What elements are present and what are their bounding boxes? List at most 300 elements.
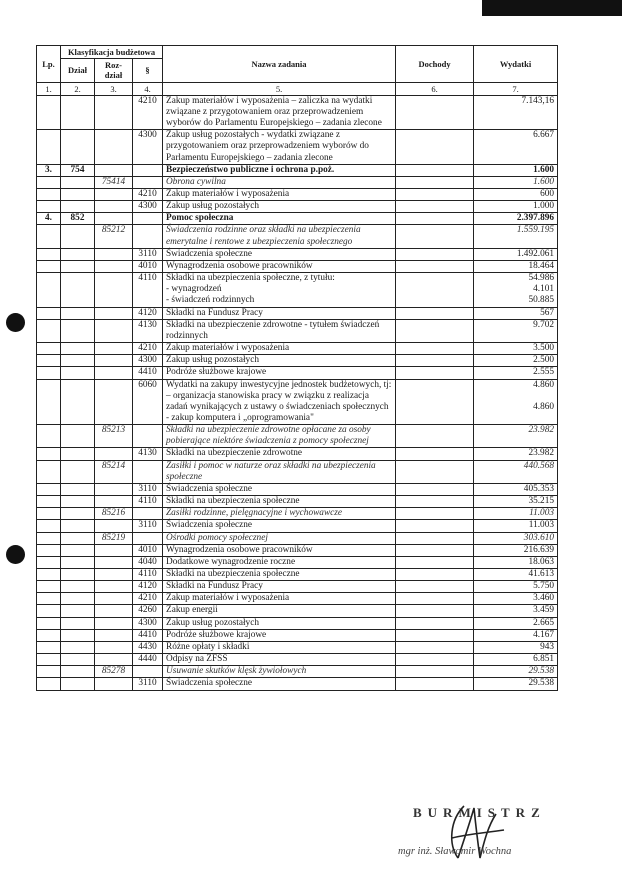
cell-dzial: 754: [61, 164, 95, 176]
column-number: 1.: [37, 82, 61, 95]
table-row: [37, 654, 558, 666]
table-body: [37, 95, 558, 690]
table-row: [37, 273, 558, 307]
cell-nazwa: Świadczenia społeczne: [163, 678, 396, 690]
cell-rozdzial: [95, 520, 133, 532]
cell-paragraf: 3110: [133, 483, 163, 495]
cell-dochody: [396, 629, 474, 641]
cell-nazwa: Podróże służbowe krajowe: [163, 629, 396, 641]
cell-wydatki: 7.143,16: [474, 95, 558, 129]
cell-paragraf: [133, 508, 163, 520]
cell-dzial: [61, 189, 95, 201]
cell-dochody: [396, 532, 474, 544]
cell-dochody: [396, 520, 474, 532]
cell-wydatki: 216.639: [474, 544, 558, 556]
cell-lp: [37, 593, 61, 605]
cell-dzial: [61, 260, 95, 272]
cell-rozdzial: 85213: [95, 425, 133, 448]
cell-paragraf: 4010: [133, 544, 163, 556]
cell-paragraf: 3110: [133, 678, 163, 690]
cell-paragraf: [133, 425, 163, 448]
header-nazwa: Nazwa zadania: [163, 46, 396, 83]
cell-nazwa: Wydatki na zakupy inwestycyjne jednostek budżetowych, tj: – organizacja stanowiska pracy w związku z realizacja zadań wynikających z ustawy o świadczeniach społecznych - zakup komputera i „oprogramowania": [163, 379, 396, 425]
cell-nazwa: Zakup materiałów i wyposażenia – zaliczka na wydatki związane z przygotowaniem oraz przeprowadzeniem wyborów do Parlamentu Europejskiego – zadania zlecone: [163, 95, 396, 129]
cell-rozdzial: 85216: [95, 508, 133, 520]
cell-paragraf: 4410: [133, 367, 163, 379]
cell-rozdzial: [95, 569, 133, 581]
column-number: 4.: [133, 82, 163, 95]
cell-lp: [37, 425, 61, 448]
cell-paragraf: [133, 176, 163, 188]
cell-rozdzial: [95, 483, 133, 495]
cell-dzial: 852: [61, 213, 95, 225]
cell-nazwa: Świadczenia społeczne: [163, 248, 396, 260]
cell-nazwa: Pomoc społeczna: [163, 213, 396, 225]
cell-dochody: [396, 556, 474, 568]
cell-lp: [37, 629, 61, 641]
cell-dzial: [61, 581, 95, 593]
table-row: [37, 508, 558, 520]
cell-dochody: [396, 605, 474, 617]
cell-wydatki: 6.851: [474, 654, 558, 666]
cell-rozdzial: [95, 248, 133, 260]
cell-wydatki: 1.000: [474, 201, 558, 213]
cell-lp: [37, 569, 61, 581]
cell-wydatki: 29.538: [474, 666, 558, 678]
cell-nazwa: Zakup usług pozostałych - wydatki związane z przygotowaniem oraz przeprowadzeniem wyborów do Parlamentu Europejskiego – zadania zlecone: [163, 130, 396, 164]
cell-paragraf: [133, 164, 163, 176]
cell-lp: [37, 319, 61, 342]
cell-rozdzial: [95, 605, 133, 617]
table-row: [37, 460, 558, 483]
cell-dzial: [61, 654, 95, 666]
cell-dochody: [396, 654, 474, 666]
cell-rozdzial: [95, 581, 133, 593]
cell-dzial: [61, 95, 95, 129]
table-row: [37, 520, 558, 532]
cell-dochody: [396, 425, 474, 448]
cell-rozdzial: [95, 260, 133, 272]
column-number: 3.: [95, 82, 133, 95]
table-row: [37, 617, 558, 629]
cell-dochody: [396, 641, 474, 653]
cell-wydatki: 405.353: [474, 483, 558, 495]
cell-rozdzial: [95, 617, 133, 629]
cell-nazwa: Bezpieczeństwo publiczne i ochrona p.poż.: [163, 164, 396, 176]
cell-paragraf: [133, 225, 163, 248]
cell-paragraf: 4120: [133, 581, 163, 593]
cell-paragraf: 4300: [133, 355, 163, 367]
column-number: 2.: [61, 82, 95, 95]
cell-lp: [37, 496, 61, 508]
table-row: [37, 367, 558, 379]
cell-paragraf: 4300: [133, 130, 163, 164]
table-row: [37, 532, 558, 544]
cell-rozdzial: 85219: [95, 532, 133, 544]
table-row: [37, 189, 558, 201]
cell-paragraf: 6060: [133, 379, 163, 425]
cell-wydatki: 2.500: [474, 355, 558, 367]
cell-dzial: [61, 176, 95, 188]
table-row: [37, 629, 558, 641]
cell-lp: [37, 508, 61, 520]
header-klasyfikacja: Klasyfikacja budżetowa: [61, 46, 163, 59]
cell-dzial: [61, 617, 95, 629]
cell-rozdzial: [95, 544, 133, 556]
cell-paragraf: 4260: [133, 605, 163, 617]
cell-nazwa: Świadczenia społeczne: [163, 520, 396, 532]
cell-dochody: [396, 343, 474, 355]
cell-lp: [37, 176, 61, 188]
header-rozdzial: Roz-dział: [95, 59, 133, 82]
cell-dzial: [61, 641, 95, 653]
cell-dochody: [396, 189, 474, 201]
cell-rozdzial: [95, 641, 133, 653]
cell-dzial: [61, 367, 95, 379]
cell-rozdzial: [95, 496, 133, 508]
table-row: [37, 248, 558, 260]
cell-lp: [37, 520, 61, 532]
cell-dochody: [396, 213, 474, 225]
cell-dzial: [61, 425, 95, 448]
cell-rozdzial: [95, 448, 133, 460]
cell-dochody: [396, 248, 474, 260]
cell-lp: [37, 273, 61, 307]
table-row: [37, 556, 558, 568]
cell-lp: [37, 617, 61, 629]
cell-rozdzial: [95, 593, 133, 605]
cell-dochody: [396, 569, 474, 581]
cell-wydatki: 2.555: [474, 367, 558, 379]
cell-wydatki: 29.538: [474, 678, 558, 690]
cell-nazwa: Dodatkowe wynagrodzenie roczne: [163, 556, 396, 568]
cell-paragraf: [133, 460, 163, 483]
cell-dochody: [396, 448, 474, 460]
header-dzial: Dział: [61, 59, 95, 82]
table-row: [37, 307, 558, 319]
header-lp: Lp.: [37, 46, 61, 83]
cell-rozdzial: [95, 95, 133, 129]
cell-wydatki: 2.397.896: [474, 213, 558, 225]
cell-dochody: [396, 460, 474, 483]
cell-dzial: [61, 379, 95, 425]
table-row: [37, 343, 558, 355]
table-row: [37, 355, 558, 367]
cell-lp: [37, 532, 61, 544]
cell-rozdzial: [95, 556, 133, 568]
cell-nazwa: Usuwanie skutków klęsk żywiołowych: [163, 666, 396, 678]
table-row: [37, 225, 558, 248]
cell-lp: [37, 379, 61, 425]
cell-dochody: [396, 95, 474, 129]
cell-dochody: [396, 176, 474, 188]
cell-dochody: [396, 544, 474, 556]
cell-dochody: [396, 379, 474, 425]
cell-dzial: [61, 556, 95, 568]
cell-rozdzial: 75414: [95, 176, 133, 188]
cell-nazwa: Odpisy na ZFSS: [163, 654, 396, 666]
column-number: 7.: [474, 82, 558, 95]
cell-nazwa: Składki na ubezpieczenia społeczne, z tytułu: - wynagrodzeń - świadczeń rodzinnych: [163, 273, 396, 307]
cell-dzial: [61, 678, 95, 690]
cell-wydatki: 6.667: [474, 130, 558, 164]
cell-wydatki: 943: [474, 641, 558, 653]
cell-nazwa: Składki na ubezpieczenie zdrowotne opłacane za osoby pobierające niektóre świadczenia z pomocy społecznej: [163, 425, 396, 448]
cell-dzial: [61, 520, 95, 532]
table-row: [37, 213, 558, 225]
table-row: [37, 593, 558, 605]
header-paragraf: §: [133, 59, 163, 82]
cell-rozdzial: [95, 273, 133, 307]
cell-dzial: [61, 307, 95, 319]
cell-nazwa: Różne opłaty i składki: [163, 641, 396, 653]
cell-dzial: [61, 666, 95, 678]
cell-wydatki: 23.982: [474, 448, 558, 460]
cell-nazwa: Zakup usług pozostałych: [163, 355, 396, 367]
scan-edge-mark: [592, 10, 622, 16]
cell-lp: [37, 544, 61, 556]
cell-lp: [37, 225, 61, 248]
cell-lp: [37, 483, 61, 495]
cell-wydatki: 600: [474, 189, 558, 201]
cell-wydatki: 18.464: [474, 260, 558, 272]
cell-rozdzial: [95, 319, 133, 342]
table-row: [37, 164, 558, 176]
cell-paragraf: 4040: [133, 556, 163, 568]
cell-dzial: [61, 273, 95, 307]
cell-dochody: [396, 201, 474, 213]
cell-paragraf: 4110: [133, 273, 163, 307]
cell-nazwa: Wynagrodzenia osobowe pracowników: [163, 544, 396, 556]
column-number: 6.: [396, 82, 474, 95]
cell-lp: [37, 130, 61, 164]
signature-title: BURMISTRZ: [413, 805, 546, 820]
cell-dochody: [396, 307, 474, 319]
table-row: [37, 569, 558, 581]
cell-rozdzial: [95, 130, 133, 164]
cell-dzial: [61, 448, 95, 460]
cell-lp: [37, 666, 61, 678]
table-row: [37, 666, 558, 678]
cell-wydatki: 3.500: [474, 343, 558, 355]
cell-nazwa: Zakup materiałów i wyposażenia: [163, 189, 396, 201]
cell-nazwa: Obrona cywilna: [163, 176, 396, 188]
cell-nazwa: Składki na Fundusz Pracy: [163, 307, 396, 319]
cell-paragraf: 4410: [133, 629, 163, 641]
table-row: [37, 95, 558, 129]
cell-dzial: [61, 343, 95, 355]
cell-lp: [37, 641, 61, 653]
cell-dochody: [396, 130, 474, 164]
cell-paragraf: 4130: [133, 319, 163, 342]
cell-paragraf: 3110: [133, 248, 163, 260]
cell-paragraf: 4130: [133, 448, 163, 460]
cell-nazwa: Zakup materiałów i wyposażenia: [163, 593, 396, 605]
cell-dochody: [396, 508, 474, 520]
cell-paragraf: [133, 532, 163, 544]
cell-paragraf: 4110: [133, 569, 163, 581]
cell-wydatki: 23.982: [474, 425, 558, 448]
cell-wydatki: 3.459: [474, 605, 558, 617]
table-header: [37, 46, 558, 96]
punch-hole: [6, 545, 25, 564]
table-row: [37, 483, 558, 495]
cell-dochody: [396, 164, 474, 176]
cell-rozdzial: [95, 213, 133, 225]
cell-wydatki: 1.492.061: [474, 248, 558, 260]
cell-dzial: [61, 496, 95, 508]
cell-lp: [37, 678, 61, 690]
table-row: [37, 641, 558, 653]
table-row: [37, 379, 558, 425]
cell-paragraf: 4210: [133, 593, 163, 605]
table-row: [37, 581, 558, 593]
cell-nazwa: Składki na ubezpieczenie zdrowotne - tytułem świadczeń rodzinnych: [163, 319, 396, 342]
cell-nazwa: Świadczenia rodzinne oraz składki na ubezpieczenia emerytalne i rentowe z ubezpieczenia społecznego: [163, 225, 396, 248]
cell-nazwa: Składki na ubezpieczenie zdrowotne: [163, 448, 396, 460]
table-row: [37, 201, 558, 213]
cell-wydatki: 5.750: [474, 581, 558, 593]
cell-dzial: [61, 544, 95, 556]
cell-nazwa: Zakup materiałów i wyposażenia: [163, 343, 396, 355]
cell-dochody: [396, 355, 474, 367]
cell-lp: [37, 556, 61, 568]
cell-paragraf: [133, 666, 163, 678]
cell-lp: [37, 95, 61, 129]
cell-rozdzial: [95, 654, 133, 666]
cell-dzial: [61, 629, 95, 641]
cell-dzial: [61, 605, 95, 617]
cell-dzial: [61, 130, 95, 164]
cell-paragraf: 4440: [133, 654, 163, 666]
cell-paragraf: 4300: [133, 617, 163, 629]
cell-dzial: [61, 569, 95, 581]
cell-lp: [37, 307, 61, 319]
cell-dochody: [396, 496, 474, 508]
cell-lp: [37, 355, 61, 367]
cell-nazwa: Wynagrodzenia osobowe pracowników: [163, 260, 396, 272]
cell-lp: 4.: [37, 213, 61, 225]
cell-rozdzial: 85212: [95, 225, 133, 248]
cell-dochody: [396, 367, 474, 379]
header-dochody: Dochody: [396, 46, 474, 83]
cell-nazwa: Zasiłki rodzinne, pielęgnacyjne i wychowawcze: [163, 508, 396, 520]
cell-wydatki: 1.600: [474, 164, 558, 176]
cell-nazwa: Zakup usług pozostałych: [163, 201, 396, 213]
cell-nazwa: Podróże służbowe krajowe: [163, 367, 396, 379]
cell-paragraf: 4300: [133, 201, 163, 213]
cell-lp: [37, 581, 61, 593]
cell-lp: [37, 460, 61, 483]
cell-wydatki: 2.665: [474, 617, 558, 629]
cell-lp: [37, 201, 61, 213]
table-row: [37, 678, 558, 690]
cell-dochody: [396, 678, 474, 690]
table-row: [37, 130, 558, 164]
cell-lp: [37, 189, 61, 201]
cell-wydatki: 54.986 4.101 50.885: [474, 273, 558, 307]
cell-dochody: [396, 593, 474, 605]
cell-rozdzial: [95, 355, 133, 367]
cell-rozdzial: [95, 629, 133, 641]
cell-wydatki: 11.003: [474, 520, 558, 532]
cell-wydatki: 11.003: [474, 508, 558, 520]
cell-wydatki: 41.613: [474, 569, 558, 581]
cell-rozdzial: [95, 189, 133, 201]
cell-lp: [37, 248, 61, 260]
cell-nazwa: Składki na Fundusz Pracy: [163, 581, 396, 593]
table-row: [37, 319, 558, 342]
cell-paragraf: 4110: [133, 496, 163, 508]
signature-name: mgr inż. Sławomir Wochna: [398, 846, 512, 857]
cell-rozdzial: [95, 367, 133, 379]
cell-rozdzial: [95, 379, 133, 425]
cell-lp: [37, 654, 61, 666]
punch-hole: [6, 313, 25, 332]
cell-lp: [37, 605, 61, 617]
table-row: [37, 176, 558, 188]
cell-paragraf: 4120: [133, 307, 163, 319]
cell-wydatki: 440.568: [474, 460, 558, 483]
cell-dochody: [396, 225, 474, 248]
table-row: [37, 605, 558, 617]
cell-nazwa: Świadczenia społeczne: [163, 483, 396, 495]
cell-dzial: [61, 532, 95, 544]
cell-lp: [37, 448, 61, 460]
cell-wydatki: 4.860 4.860: [474, 379, 558, 425]
cell-nazwa: Zasiłki i pomoc w naturze oraz składki na ubezpieczenia społeczne: [163, 460, 396, 483]
cell-paragraf: 4210: [133, 95, 163, 129]
header-wydatki: Wydatki: [474, 46, 558, 83]
cell-wydatki: 1.559.195: [474, 225, 558, 248]
cell-dzial: [61, 460, 95, 483]
cell-dochody: [396, 581, 474, 593]
cell-paragraf: 4010: [133, 260, 163, 272]
cell-dochody: [396, 319, 474, 342]
table-row: [37, 544, 558, 556]
cell-rozdzial: [95, 307, 133, 319]
cell-paragraf: 4210: [133, 189, 163, 201]
cell-dzial: [61, 483, 95, 495]
cell-paragraf: [133, 213, 163, 225]
cell-rozdzial: [95, 343, 133, 355]
cell-dochody: [396, 260, 474, 272]
cell-wydatki: 1.600: [474, 176, 558, 188]
cell-wydatki: 567: [474, 307, 558, 319]
cell-dzial: [61, 508, 95, 520]
cell-nazwa: Zakup energii: [163, 605, 396, 617]
cell-wydatki: 18.063: [474, 556, 558, 568]
budget-table: [36, 45, 558, 691]
cell-lp: [37, 260, 61, 272]
cell-wydatki: 35.215: [474, 496, 558, 508]
cell-dochody: [396, 666, 474, 678]
cell-dochody: [396, 483, 474, 495]
cell-dzial: [61, 355, 95, 367]
table-row: [37, 448, 558, 460]
cell-rozdzial: [95, 164, 133, 176]
cell-wydatki: 4.167: [474, 629, 558, 641]
cell-dzial: [61, 593, 95, 605]
cell-paragraf: 3110: [133, 520, 163, 532]
cell-wydatki: 9.702: [474, 319, 558, 342]
cell-paragraf: 4210: [133, 343, 163, 355]
cell-dochody: [396, 273, 474, 307]
cell-rozdzial: 85214: [95, 460, 133, 483]
cell-lp: [37, 367, 61, 379]
cell-rozdzial: [95, 678, 133, 690]
cell-nazwa: Składki na ubezpieczenia społeczne: [163, 569, 396, 581]
